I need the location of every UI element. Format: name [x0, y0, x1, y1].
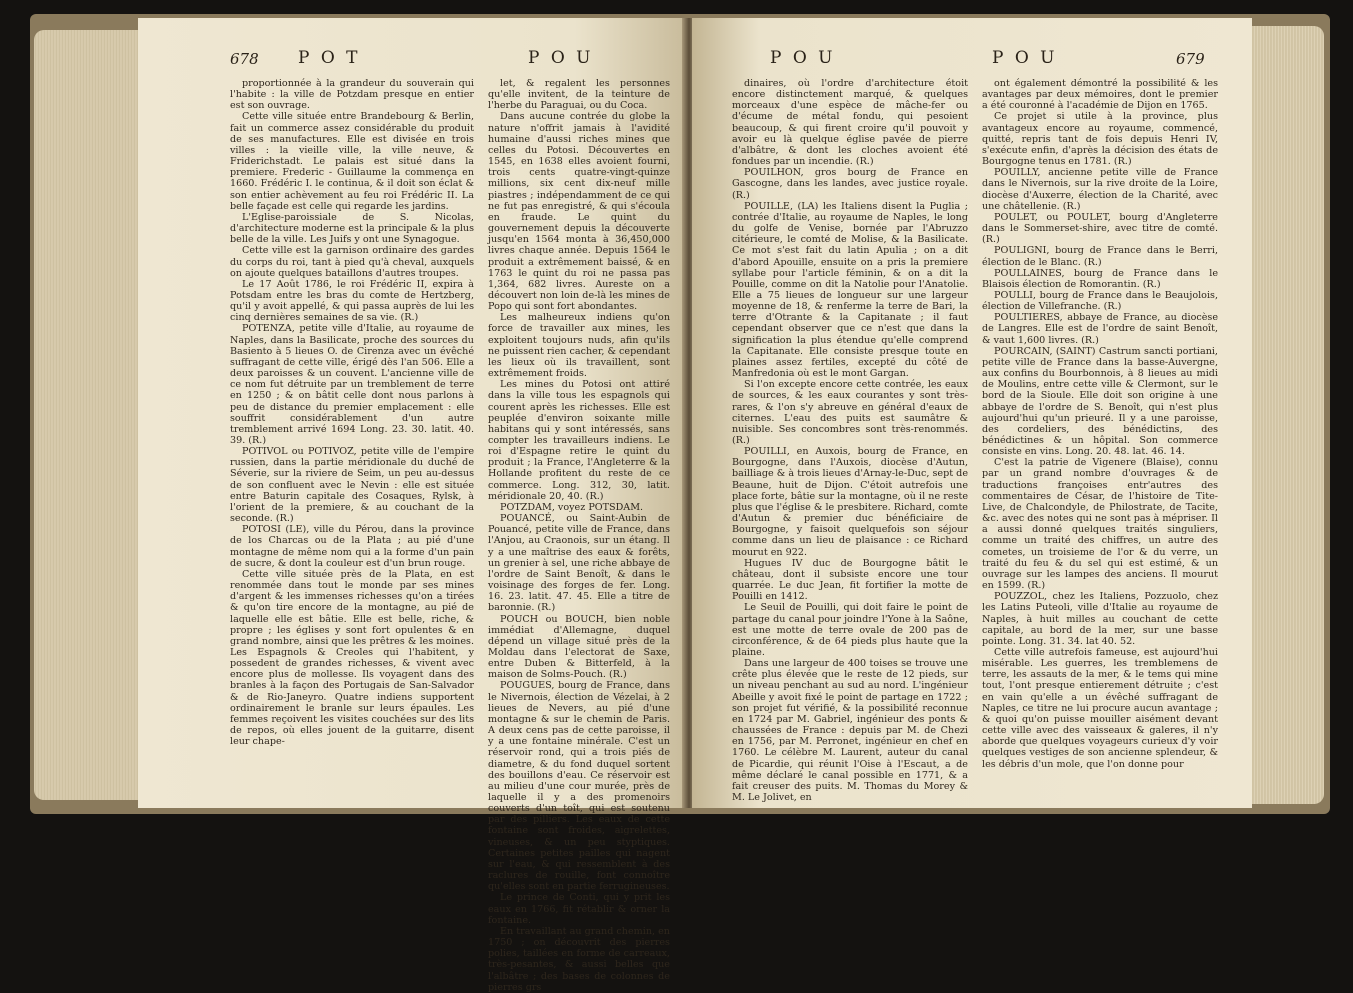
paragraph: POULIGNI, bourg de France dans le Berri, élection de le Blanc. (R.) — [982, 245, 1218, 268]
paragraph: proportionnée à la grandeur du souverain qui l'habite : la ville de Potzdam presque en entier est son ouvrage. — [230, 78, 474, 112]
paragraph: Dans une largeur de 400 toises se trouve une crête plus élevée que le reste de 12 pieds, sur un niveau penchant au sud au nord. L'ingénieur Abeille y avoit fixé le point de partage en 1722 ; son projet fut vérifié, & la possibilité reconnue en 1724 par M. Gabriel, ingénieur des ponts & chaussées de France : depuis par M. de Chezi en 1756, par M. Perronet, ingénieur en chef en 1760. Le célèbre M. Laurent, auteur du canal de Picardie, qui réunit l'Oise à l'Escaut, a de même déclaré le canal possible en 1771, & a fait creuser des puits. M. Thomas du Morey & M. Le Jolivet, en — [732, 658, 968, 803]
text-column — [982, 78, 1218, 770]
right-page-edges — [1248, 26, 1324, 804]
page-number: 678 — [230, 50, 259, 68]
paragraph: POUILHON, gros bourg de France en Gascogne, dans les landes, avec justice royale. (R.) — [732, 167, 968, 201]
left-page — [138, 18, 684, 993]
paragraph: POUCH ou BOUCH, bien noble immédiat d'Allemagne, duquel dépend un village situé près de la Moldau dans l'electorat de Saxe, entre Duben & Bitterfeld, à la maison de Solms-Pouch. (R.) — [488, 613, 670, 681]
right-page-header — [692, 48, 1252, 76]
right-page — [692, 18, 1252, 808]
paragraph: C'est la patrie de Vigenere (Blaise), connu par un grand nombre d'ouvrages & de traductions françoises entr'autres des commentaires de César, de l'histoire de Tite-Live, de Chalcondyle, de Philostrate, de Tacite, &c. avec des notes qui ne sont pas à mépriser. Il a aussi donné quelques traités singuliers, comme un traité des chiffres, un autre des cometes, un troisieme de l'or & du verre, un traité du feu & du sel qui est estimé, & un ouvrage sur les lampes des anciens. Il mourut en 1599. (R.) — [982, 457, 1218, 592]
paragraph: Ce projet si utile à la province, plus avantageux encore au royaume, commencé, quitté, repris tant de fois depuis Henri IV, s'exécute enfin, d'après la décision des états de Bourgogne tenus en 1781. (R.) — [982, 111, 1218, 168]
paragraph: Le 17 Août 1786, le roi Frédéric II, expira à Potsdam entre les bras du comte de Hertzberg, qu'il y avoit appellé, & qui passa auprès de lui les cinq dernières semaines de sa vie. (R.) — [230, 278, 474, 324]
paragraph: POUILLY, ancienne petite ville de France dans le Nivernois, sur la rive droite de la Loire, diocèse d'Auxerre, élection de la Charité, avec une châtellenie. (R.) — [982, 167, 1218, 212]
paragraph: POULLAINES, bourg de France dans le Blaisois élection de Romorantin. (R.) — [982, 267, 1218, 290]
paragraph: POURCAIN, (SAINT) Castrum sancti portiani, petite ville de France dans la basse-Auvergne, aux confins du Bourbonnois, à 8 lieues au midi de Moulins, entre cette ville & Clermont, sur le bord de la Sioule. Elle doit son origine à une abbaye de l'ordre de S. Benoît, qui n'est plus aujourd'hui qu'un prieuré. Il y a une paroisse, des cordeliers, des bénédictins, des bénédictines & un hôpital. Son commerce consiste en vins. Long. 20. 48. lat. 46. 14. — [982, 345, 1218, 458]
paragraph: let, & regalent les personnes qu'elle invitent, de la teinture de l'herbe du Paraguai, ou du Coca. — [488, 78, 670, 112]
paragraph: Cette ville autrefois fameuse, est aujourd'hui misérable. Les guerres, les tremblemens de terre, les assauts de la mer, & le tems qui mine tout, l'ont presque entierement détruite ; c'est en vain qu'elle a un évêché suffragant de Naples, ce titre ne lui procure aucun avantage ; & quoi qu'on puisse mouiller aisément devant cette ville avec des vaisseaux & galeres, il n'y aborde que quelques voyageurs curieux d'y voir quelques vestiges de son ancienne splendeur, & les débris d'un mole, que l'on donne pour — [982, 646, 1218, 770]
paragraph: POTOSI (LE), ville du Pérou, dans la province de los Charcas ou de la Plata ; au pié d'une montagne de même nom qui a la forme d'un pain de sucre, & dont la couleur est d'un brun rouge. — [230, 524, 474, 569]
paragraph: POULTIERES, abbaye de France, au diocèse de Langres. Elle est de l'ordre de saint Benoît, & vaut 1,600 livres. (R.) — [982, 312, 1218, 346]
paragraph: En travaillant au grand chemin, en 1750 ; on découvrit des pierres polies, taillées en forme de carreaux, très-pesantes, & aussi belles que l'albâtre ; des bases de colonnes de pierres grs — [488, 925, 670, 993]
paragraph: L'Eglise-paroissiale de S. Nicolas, d'architecture moderne est la principale & la plus belle de la ville. Les Juifs y ont une Synagogue. — [230, 211, 474, 246]
paragraph: POTIVOL ou POTIVOZ, petite ville de l'empire russien, dans la partie méridionale du duché de Séverie, sur la riviere de Seim, un peu au-dessus de son confluent avec le Nevin : elle est située entre Baturin capitale des Cosaques, Rylsk, à l'orient de la premiere, & au couchant de la seconde. (R.) — [230, 446, 474, 525]
paragraph: Dans aucune contrée du globe la nature n'offrit jamais à l'avidité humaine d'aussi riches mines que celles du Potosi. Découvertes en 1545, en 1638 elles avoient fourni, trois cents quatre-vingt-quinze millions, six cent dix-neuf mille piastres ; indépendamment de ce qui ne fut pas enregistré, & qui s'écoula en fraude. Le quint du gouvernement depuis la découverte jusqu'en 1564 monta à 36,450,000 livres chaque année. Depuis 1564 le produit a extrêmement baissé, & en 1763 le quint du roi ne passa pas 1,364, 682 livres. Aureste on a découvert non loin de-là les mines de Popo qui sont fort abondantes. — [488, 111, 670, 313]
paragraph: dinaires, où l'ordre d'architecture étoit encore distinctement marqué, & quelques morceaux d'une espèce de mâche-fer ou d'écume de métal fondu, qui pesoient beaucoup, & qui firent croire qu'il pouvoit y avoir eu là quelque église pavée de pierre d'albâtre, & dont les cloches avoient été fondues par un incendie. (R.) — [732, 78, 968, 168]
running-head: P O U — [770, 48, 836, 68]
page-number: 679 — [1176, 50, 1205, 68]
paragraph: POUANCÉ, ou Saint-Aubin de Pouancé, petite ville de France, dans l'Anjou, au Craonois, sur un étang. Il y a une maîtrise des eaux & forêts, un grenier à sel, une riche abbaye de l'ordre de Saint Benoît, & dans le voisinage des forges de fer. Long. 16. 23. latit. 47. 45. Elle a titre de baronnie. (R.) — [488, 513, 670, 614]
paragraph: POUZZOL, chez les Italiens, Pozzuolo, chez les Latins Puteoli, ville d'Italie au royaume de Naples, à huit milles au couchant de cette capitale, au bord de la mer, sur une basse pointe. Long. 31. 34. lat 40. 52. — [982, 591, 1218, 647]
paragraph: Cette ville située près de la Plata, en est renommée dans tout le monde par ses mines d'argent & les immenses richesses qu'on a tirées & qu'on tire encore de la montagne, au pié de laquelle elle est bâtie. Elle est belle, riche, & propre ; les églises y sont fort opulentes & en grand nombre, ainsi que les prêtres & les moines. Les Espagnols & Creoles qui l'habitent, y possedent de grandes richesses, & vivent avec encore plus de mollesse. Ils voyagent dans des branles à la façon des Portugais de San-Salvador & de Rio-Janeyro. Quatre indiens supportent ordinairement le branle sur leurs épaules. Les femmes reçoivent les visites couchées sur des lits de repos, où elles jouent de la guitarre, disent leur chape- — [230, 568, 474, 748]
left-page-header — [138, 48, 684, 76]
paragraph: Hugues IV duc de Bourgogne bâtit le château, dont il subsiste encore une tour quarrée. Le duc Jean, fit fortifier la motte de Pouilli en 1412. — [732, 557, 968, 603]
text-column — [230, 78, 474, 747]
paragraph: Les mines du Potosi ont attiré dans la ville tous les espagnols qui courent après les richesses. Elle est peuplée d'environ soixante mille habitans qui y sont intéressés, sans compter les travailleurs indiens. Le roi d'Espagne retire le quint du produit ; la France, l'Angleterre & la Hollande profitent du reste de ce commerce. Long. 312, 30, latit. méridionale 20, 40. (R.) — [488, 379, 670, 502]
paragraph: POUILLE, (LA) les Italiens disent la Puglia ; contrée d'Italie, au royaume de Naples, le long du golfe de Venise, bornée par l'Abruzzo citérieure, le comté de Molise, & la Basilicate. Ce mot s'est fait du latin Apulia ; on a dit d'abord Apouille, ensuite on a pris la premiere syllabe pour l'article féminin, & on a dit la Pouille, comme on dit la Natolie pour l'Anatolie. Elle a 75 lieues de longueur sur une largeur moyenne de 18, & renferme la terre de Bari, la terre d'Otrante & la Capitanate ; il faut cependant observer que ce n'est que dans la signification la plus étendue qu'elle comprend la Capitanate. Elle consiste presque toute en plaines assez fertiles, excepté du côté de Manfredonia où est le mont Gargan. — [732, 200, 968, 380]
paragraph: POTENZA, petite ville d'Italie, au royaume de Naples, dans la Basilicate, proche des sources du Basiento à 5 lieues O. de Cirenza avec un évêché suffragant de cette ville, érigé dès l'an 506. Elle a deux paroisses & un couvent. L'ancienne ville de ce nom fut détruite par un tremblement de terre en 1250 ; & on bâtit celle dont nous parlons à peu de distance du premier emplacement : elle souffrit considérablement d'un autre tremblement arrivé 1694 Long. 23. 30. latit. 40. 39. (R.) — [230, 323, 474, 446]
paragraph: POUILLI, en Auxois, bourg de France, en Bourgogne, dans l'Auxois, diocèse d'Autun, bailliage & à trois lieues d'Arnay-le-Duc, sept de Beaune, huit de Dijon. C'étoit autrefois une place forte, bâtie sur la montagne, où il ne reste plus que l'église & le presbitere. Richard, comte d'Autun & premier duc bénéficiaire de Bourgogne, y faisoit quelquefois son séjour comme dans un lieu de plaisance : ce Richard mourut en 922. — [732, 446, 968, 558]
paragraph: POULET, ou POULET, bourg d'Angleterre dans le Sommerset-shire, avec titre de comté. (R.) — [982, 211, 1218, 246]
paragraph: POTZDAM, voyez POTSDAM. — [500, 501, 644, 513]
running-head: P O T — [298, 48, 361, 68]
paragraph: Si l'on excepte encore cette contrée, les eaux de sources, & les eaux courantes y sont très-rares, & l'on s'y abreuve en général d'eaux de citernes. L'eau des puits est saumâtre & nuisible. Ses concombres sont très-renommés. (R.) — [732, 379, 968, 446]
running-head: P O U — [528, 48, 594, 68]
paragraph: ont également démontré la possibilité & les avantages par deux mémoires, dont le premier a été couronné à l'académie de Dijon en 1765. — [982, 78, 1218, 112]
paragraph: Cette ville est la garnison ordinaire des gardes du corps du roi, tant à pied qu'à cheval, auxquels on ajoute quelques bataillons d'autres troupes. — [230, 245, 474, 279]
paragraph: Cette ville située entre Brandebourg & Berlin, fait un commerce assez considérable du produit de ses manufactures. Elle est divisée en trois villes : la vieille ville, la ville neuve, & Friderichstadt. Le palais est situé dans la premiere. Frederic - Guillaume la commença en 1660. Frédéric I. le continua, & il doit son éclat & son entier achèvement au feu roi Frédéric II. La belle façade est celle qui regarde les jardins. — [230, 111, 474, 212]
running-head: P O U — [992, 48, 1058, 68]
left-page-edges — [34, 30, 138, 800]
paragraph: Le prince de Conti, qui y prit les eaux en 1766, fit rétablir & orner la fontaine. — [488, 892, 670, 926]
text-column — [732, 78, 968, 803]
text-column — [488, 78, 670, 993]
paragraph: Le Seuil de Pouilli, qui doit faire le point de partage du canal pour joindre l'Yone à la Saône, est une motte de terre ovale de 200 pas de circonférence, & de 64 pieds plus haute que la plaine. — [732, 602, 968, 658]
paragraph: POULLI, bourg de France dans le Beaujolois, élection de Villefranche. (R.) — [982, 289, 1218, 313]
paragraph: Les malheureux indiens qu'on force de travailler aux mines, les exploitent toujours nuds, afin qu'ils ne puissent rien cacher, & cependant les lieux où ils travaillent, sont extrêmement froids. — [488, 312, 670, 380]
paragraph: POUGUES, bourg de France, dans le Nivernois, élection de Vézelai, à 2 lieues de Nevers, au pié d'une montagne & sur le chemin de Paris. A deux cens pas de cette paroisse, il y a une fontaine minérale. C'est un réservoir rond, qui a trois piés de diametre, & du fond duquel sortent des bouillons d'eau. Ce réservoir est au milieu d'une cour murée, près de laquelle il y a des promenoirs couverts d'un toît, qui est soutenu par des pilliers. Les eaux de cette fontaine sont froides, aigrelettes, vineuses, & un peu styptiques. Certaines petites pailles qui nagent sur l'eau, & qui ressemblent à des raclures de rouille, font connoître qu'elles sont en partie ferrugineuses. — [488, 680, 670, 893]
